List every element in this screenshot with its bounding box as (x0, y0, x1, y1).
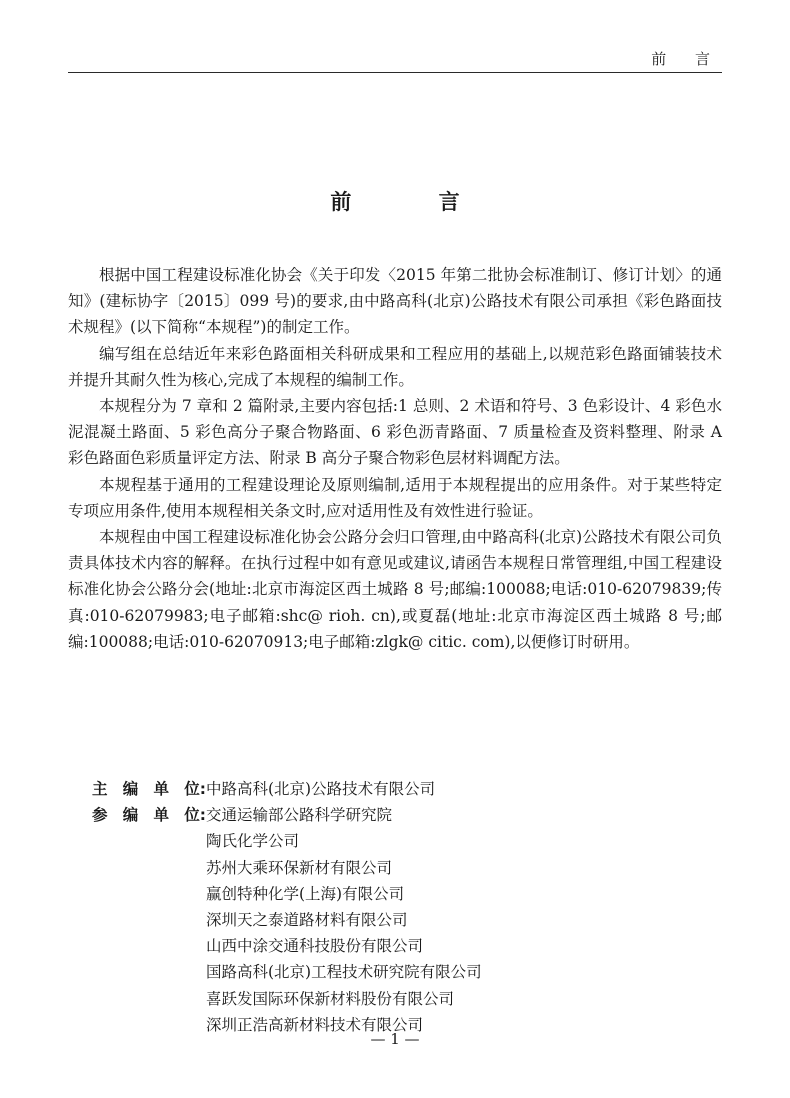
chief-editor-list (206, 776, 712, 802)
page-number: — 1 — (370, 1030, 420, 1048)
label-char: 编 (122, 806, 139, 825)
label-char: 编 (122, 780, 139, 798)
label-char: 单 (153, 780, 170, 798)
label-char: 位: (184, 806, 206, 825)
organization-name: 山西中涂交通科技股份有限公司 (206, 937, 424, 956)
paragraph: 本规程基于通用的工程建设理论及原则编制,适用于本规程提出的应用条件。对于某些特定专项应用条件,使用本规程相关条文时,应对适用性及有效性进行验证。 (68, 475, 722, 520)
participating-label (92, 802, 206, 828)
label-char: 单 (153, 806, 170, 825)
organization-name: 中路高科(北京)公路技术有限公司 (206, 780, 436, 798)
organization-name: 深圳天之泰道路材料有限公司 (206, 911, 408, 930)
organization-name: 陶氏化学公司 (206, 832, 300, 851)
organization-name: 苏州大乘环保新材有限公司 (206, 858, 393, 877)
participating-list (206, 802, 712, 1038)
paragraph: 本规程分为 7 章和 2 篇附录,主要内容包括:1 总则、2 术语和符号、3 色彩设计、4 彩色水泥混凝土路面、5 彩色高分子聚合物路面、6 彩色沥青路面、7 质量检查及资料整理、附录 A 彩色路面色彩质量评定方法、附录 B 高分子聚合物彩色层材料调配方法。 (68, 397, 722, 468)
label-char: 主 (92, 780, 108, 798)
page-title: 前 言 (330, 190, 500, 214)
organization-name: 喜跃发国际环保新材料股份有限公司 (206, 989, 455, 1008)
organization-name: 交通运输部公路科学研究院 (206, 806, 393, 825)
label-char: 位: (184, 780, 206, 798)
participating-row (92, 802, 712, 1038)
organizations-block (92, 776, 712, 1038)
organization-name: 国路高科(北京)工程技术研究院有限公司 (206, 963, 482, 982)
organization-name: 赢创特种化学(上海)有限公司 (206, 884, 405, 903)
header-rule (68, 72, 722, 73)
paragraph: 本规程由中国工程建设标准化协会公路分会归口管理,由中路高科(北京)公路技术有限公司负责具体技术内容的解释。在执行过程中如有意见或建议,请函告本规程日常管理组,中国工程建设标准化协会公路分会(地址:北京市海淀区西土城路 8 号;邮编:100088;电话:010-62079839;传真:010-62079983;电子邮箱:shc@ rioh. cn),或夏磊(地址:北京市海淀区西土城路 8 号;邮编:100088;电话:010-62070913;电子邮箱:zlgk@ citic. com),以便修订时研用。 (68, 528, 722, 651)
paragraph: 根据中国工程建设标准化协会《关于印发〈2015 年第二批协会标准制订、修订计划〉的通知》(建标协字〔2015〕099 号)的要求,由中路高科(北京)公路技术有限公司承担《彩色路面技术规程》(以下简称“本规程”)的制定工作。 (68, 266, 722, 337)
chief-editor-label (92, 776, 206, 802)
paragraph: 编写组在总结近年来彩色路面相关科研成果和工程应用的基础上,以规范彩色路面铺装技术并提升其耐久性为核心,完成了本规程的编制工作。 (68, 344, 722, 389)
label-char: 参 (92, 806, 108, 825)
running-header-title: 前 言 (651, 50, 722, 68)
preface-body (68, 262, 722, 655)
chief-editor-row (92, 776, 712, 802)
organization-name: 深圳正浩高新材料技术有限公司 (206, 1015, 424, 1034)
